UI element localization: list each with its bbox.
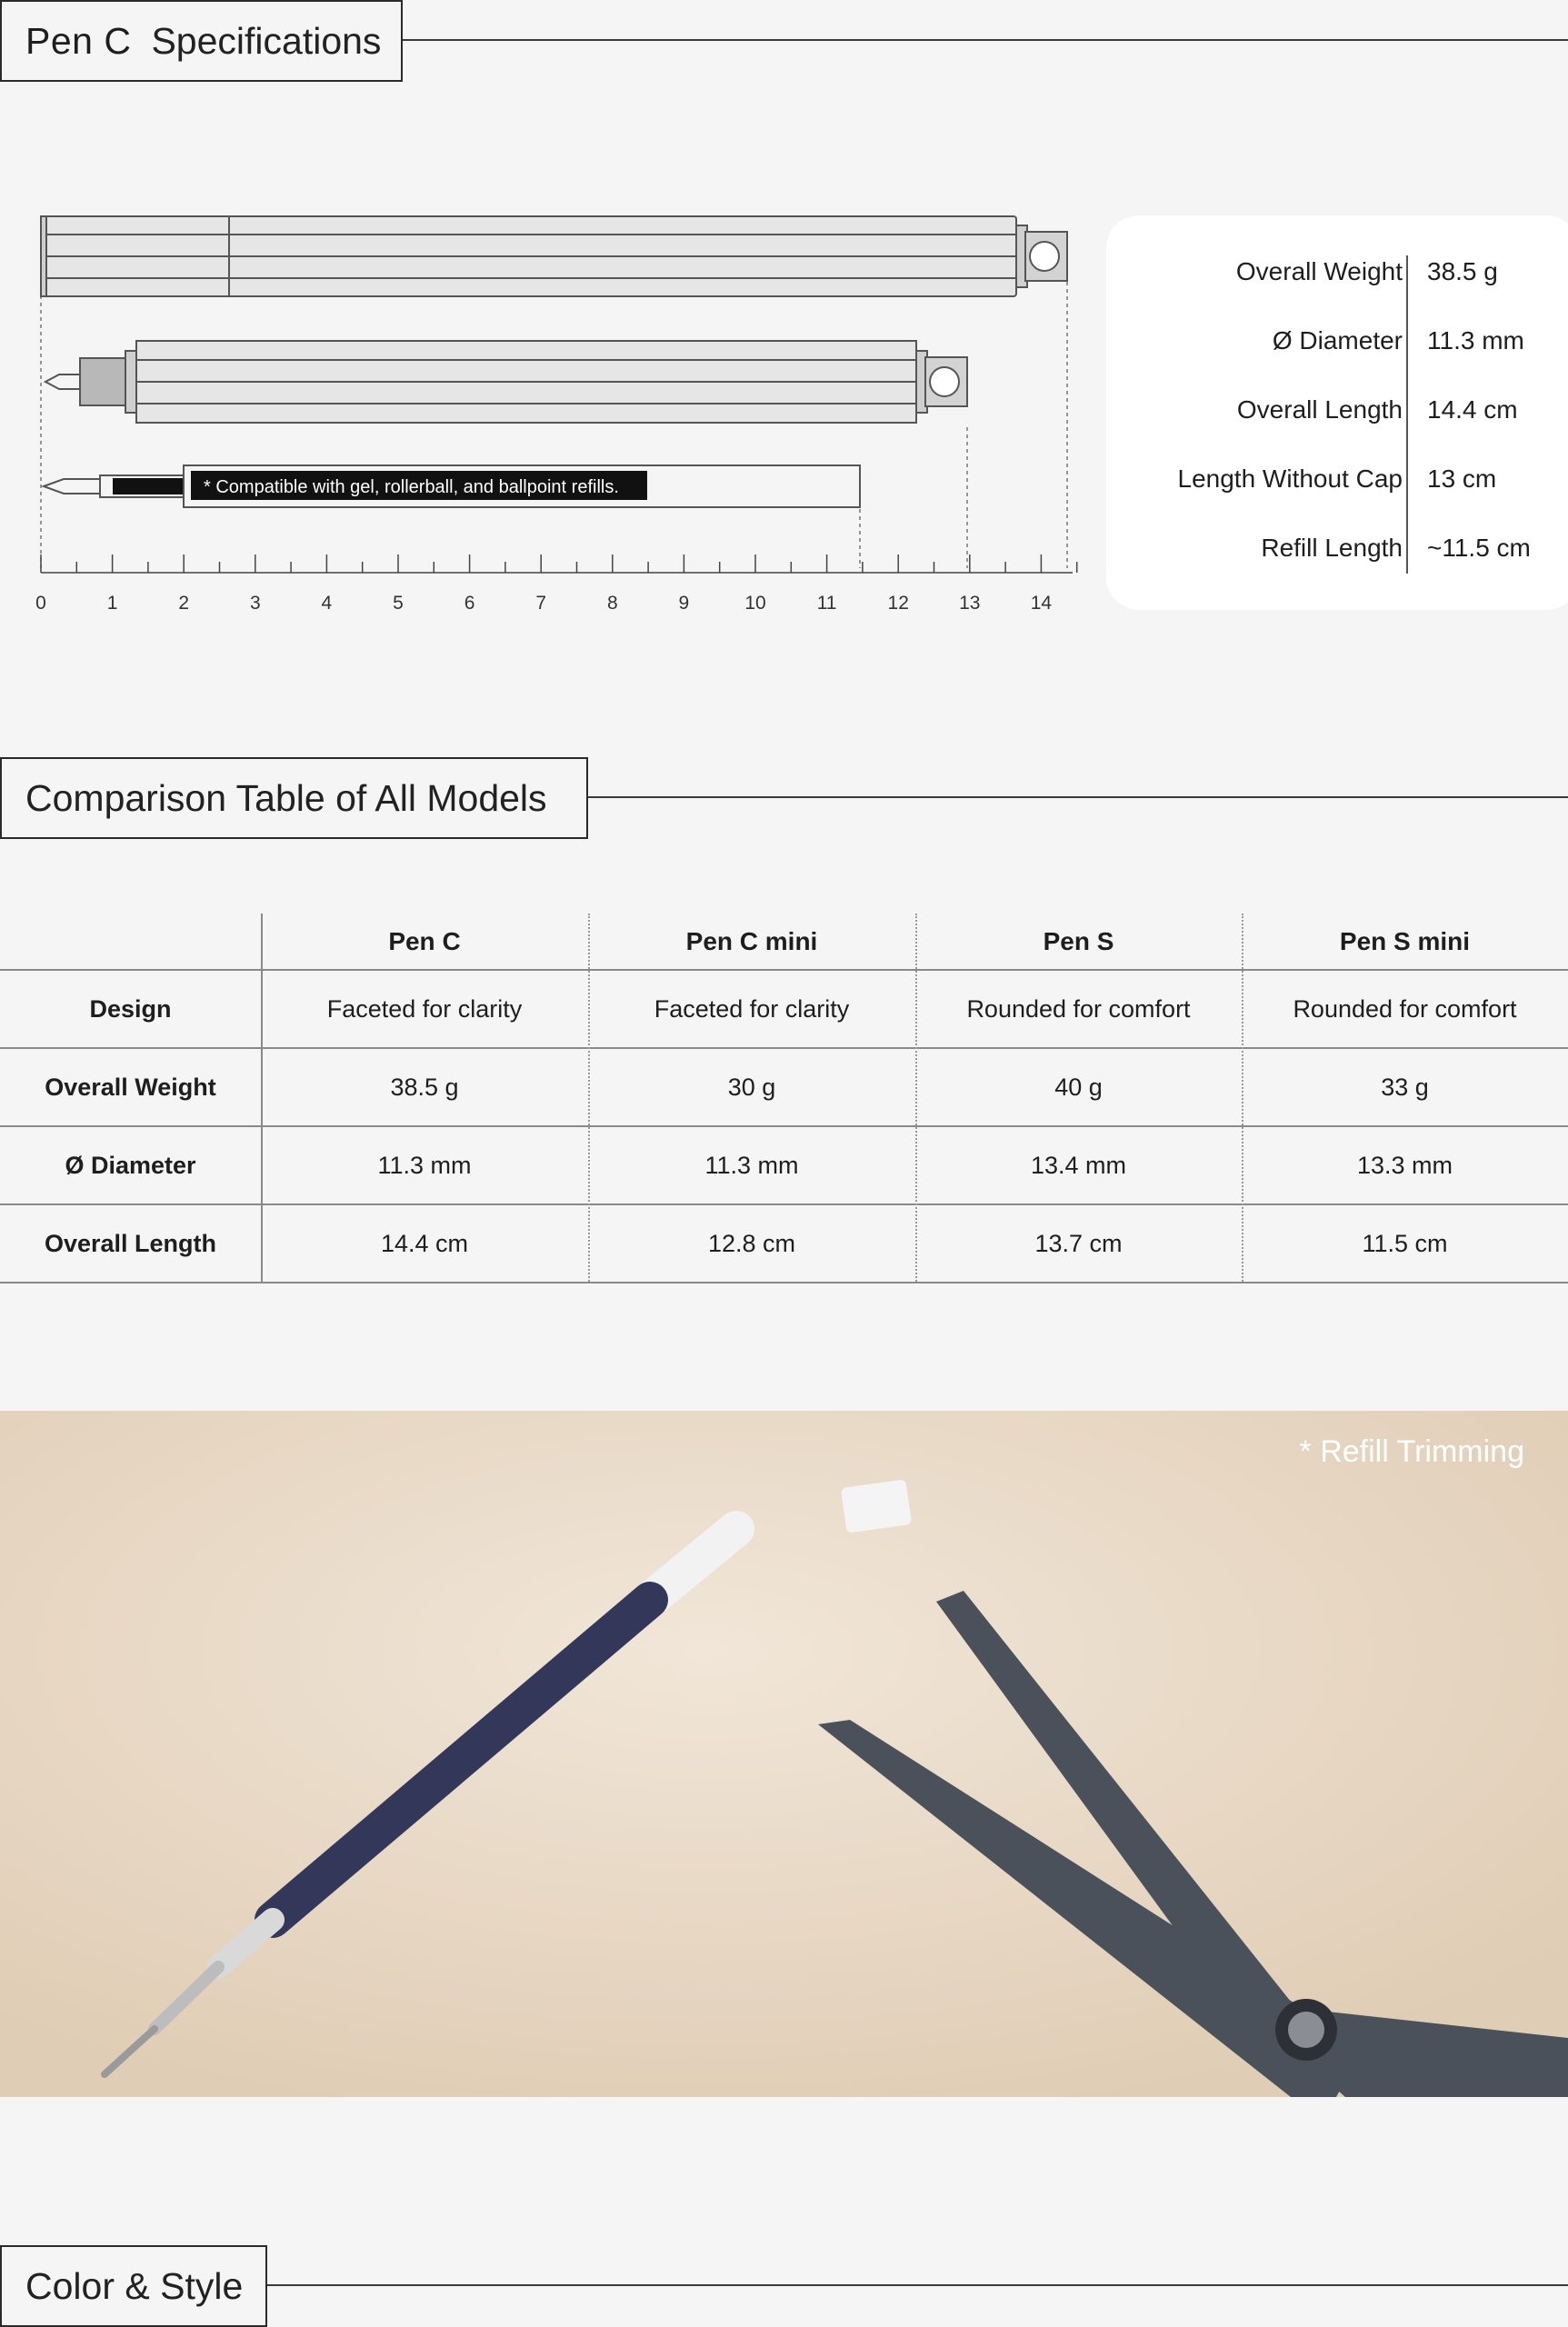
- spec-row-diameter: [1106, 326, 1568, 363]
- spec-header-rule: [403, 39, 1568, 41]
- trimmed-refill-end: [841, 1479, 912, 1533]
- table-cell: Rounded for comfort: [966, 994, 1191, 1023]
- color-header-rule: [267, 2284, 1568, 2286]
- spec-title-model: Pen C: [25, 19, 132, 62]
- ruler-label: 4: [321, 593, 333, 614]
- table-cell: 12.8 cm: [707, 1229, 796, 1257]
- spec-card: [1106, 215, 1568, 610]
- pen-capped-drawing: [41, 216, 1067, 296]
- table-cell: 33 g: [1381, 1073, 1429, 1101]
- comparison-header-rule: [588, 796, 1568, 798]
- spec-label: Overall Weight: [1235, 257, 1403, 285]
- ruler-label: 8: [606, 593, 618, 614]
- pen-dimension-diagram: [0, 182, 1091, 636]
- dimension-guides: [41, 282, 1067, 568]
- row-header: Overall Weight: [45, 1073, 216, 1101]
- spec-value: 38.5 g: [1427, 257, 1498, 285]
- photo-caption: * Refill Trimming: [1299, 1434, 1524, 1469]
- ruler-label: 10: [744, 593, 766, 614]
- spec-title-text: Specifications: [151, 19, 382, 62]
- spec-value: ~11.5 cm: [1427, 534, 1531, 562]
- table-cell: Faceted for clarity: [654, 994, 850, 1023]
- row-header: Overall Length: [44, 1229, 217, 1257]
- table-row-header-divider: [261, 914, 263, 1282]
- spec-value: 11.3 mm: [1427, 326, 1524, 355]
- table-cell: 13.3 mm: [1356, 1151, 1453, 1179]
- ruler-label: 6: [464, 593, 475, 614]
- ruler-labels: [35, 593, 1052, 614]
- table-cell: 11.5 cm: [1362, 1229, 1448, 1257]
- table-row-weight: [0, 1049, 1568, 1127]
- ruler-label: 7: [535, 593, 547, 614]
- spec-row-length: [1106, 395, 1568, 432]
- spec-title-box: [0, 0, 403, 82]
- spec-label: Refill Length: [1261, 534, 1403, 562]
- column-header-pen-c-mini: Pen C mini: [685, 926, 818, 955]
- table-cell: 14.4 cm: [380, 1229, 469, 1257]
- length-ruler: [41, 554, 1077, 573]
- spec-label: Length Without Cap: [1177, 464, 1403, 493]
- ruler-label: 11: [816, 593, 837, 614]
- table-cell: 11.3 mm: [704, 1151, 799, 1179]
- column-header-pen-s: Pen S: [1043, 926, 1114, 955]
- table-row-diameter: [0, 1127, 1568, 1205]
- table-cell: Rounded for comfort: [1293, 994, 1517, 1023]
- refill-compatibility-note: * Compatible with gel, rollerball, and ballpoint refills.: [204, 477, 619, 497]
- table-row-design: [0, 971, 1568, 1049]
- ruler-label: 5: [393, 593, 404, 614]
- table-cell: 13.4 mm: [1030, 1151, 1127, 1179]
- color-title-box: [0, 2245, 267, 2327]
- spec-row-length-without-cap: [1106, 464, 1568, 501]
- column-header-pen-c: Pen C: [388, 926, 461, 955]
- spec-value: 13 cm: [1427, 464, 1497, 493]
- refill-trimming-photo: [0, 1411, 1568, 2097]
- table-row-length: [0, 1205, 1568, 1283]
- table-cell: 30 g: [727, 1073, 776, 1101]
- spec-label: Overall Length: [1236, 395, 1403, 424]
- comparison-title-box: [0, 757, 588, 839]
- table-column-divider: [1242, 914, 1243, 1282]
- spec-label: Ø Diameter: [1272, 326, 1403, 355]
- ruler-label: 1: [106, 593, 118, 614]
- ruler-label: 0: [35, 593, 46, 614]
- row-header: Ø Diameter: [65, 1151, 196, 1179]
- table-header-row: [0, 914, 1568, 971]
- spec-row-refill-length: [1106, 534, 1568, 570]
- ruler-label: 14: [1030, 593, 1053, 614]
- color-title: Color & Style: [25, 2264, 244, 2307]
- refill-trimming-illustration: [0, 1411, 1568, 2097]
- ruler-label: 2: [178, 593, 190, 614]
- column-header-pen-s-mini: Pen S mini: [1339, 926, 1471, 955]
- table-column-divider: [588, 914, 590, 1282]
- ruler-label: 3: [249, 593, 261, 614]
- table-cell: 13.7 cm: [1034, 1229, 1123, 1257]
- spec-row-weight: [1106, 257, 1568, 294]
- spec-value: 14.4 cm: [1427, 395, 1518, 424]
- table-column-divider: [915, 914, 917, 1282]
- ruler-label: 12: [887, 593, 909, 614]
- comparison-title: Comparison Table of All Models: [25, 776, 547, 819]
- table-cell: 38.5 g: [390, 1073, 459, 1101]
- table-cell: 11.3 mm: [377, 1151, 472, 1179]
- row-header: Design: [89, 994, 172, 1023]
- table-cell: Faceted for clarity: [326, 994, 523, 1023]
- table-cell: 40 g: [1054, 1073, 1103, 1101]
- ruler-label: 9: [678, 593, 690, 614]
- pen-uncapped-drawing: [45, 341, 967, 423]
- ruler-label: 13: [959, 593, 981, 614]
